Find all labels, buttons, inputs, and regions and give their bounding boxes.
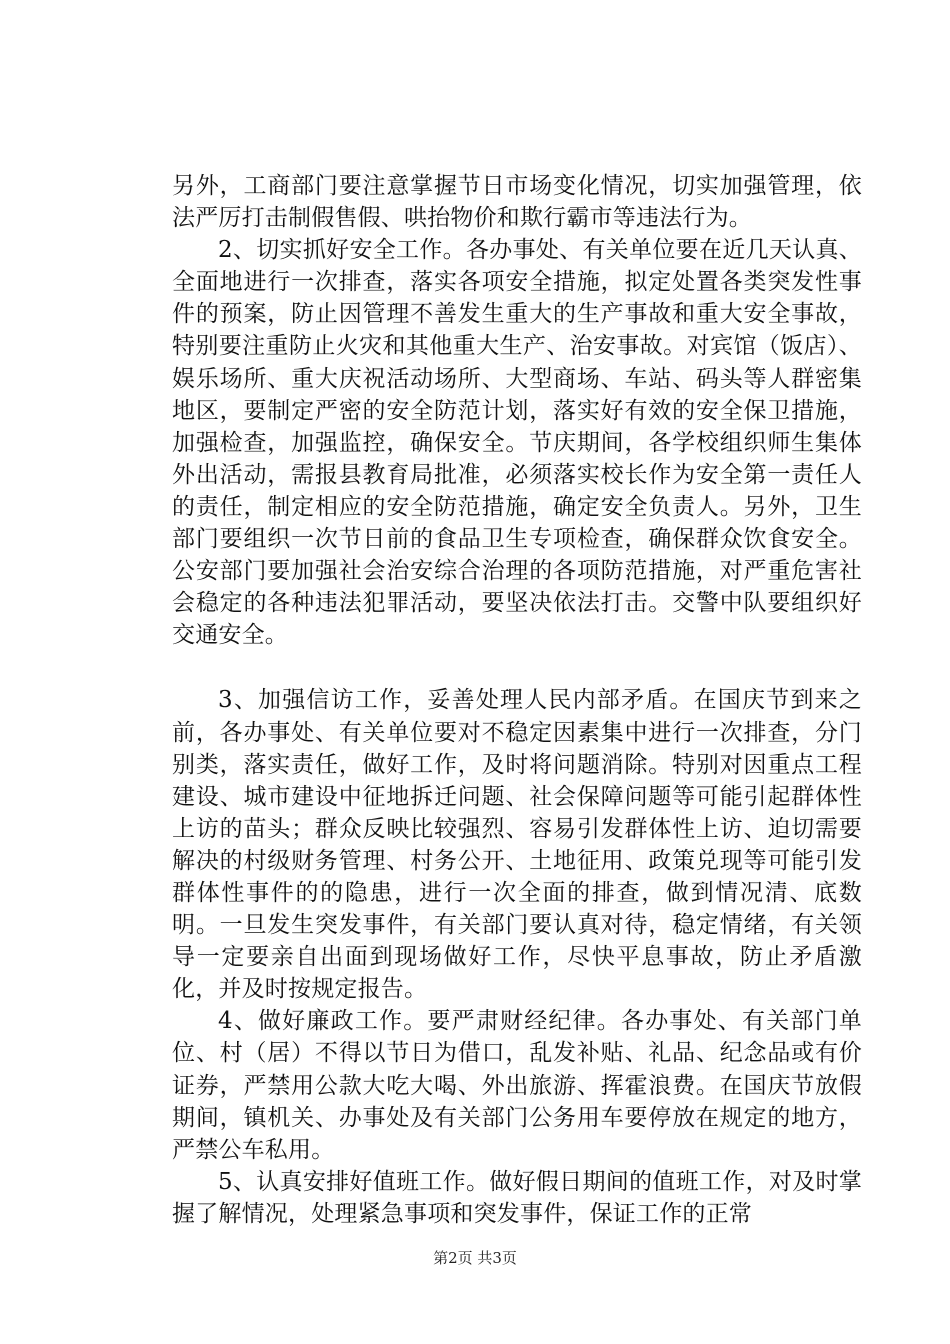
paragraph-market-supervision: 另外，工商部门要注意掌握节日市场变化情况，切实加强管理，依法严厉打击制假售假、哄抬物价和欺行霸市等违法行为。 bbox=[172, 173, 862, 232]
paragraph-integrity-work: 4、做好廉政工作。要严肃财经纪律。各办事处、有关部门单位、村（居）不得以节日为借口，乱发补贴、礼品、纪念品或有价证券，严禁用公款大吃大喝、外出旅游、挥霍浪费。在国庆节放假期间，镇机关、办事处及有关部门公务用车要停放在规定的地方，严禁公车私用。 bbox=[172, 1008, 862, 1163]
paragraph-petition-work: 3、加强信访工作，妥善处理人民内部矛盾。在国庆节到来之前，各办事处、有关单位要对不稳定因素集中进行一次排查，分门别类，落实责任，做好工作，及时将问题消除。特别对因重点工程建设、城市建设中征地拆迁问题、社会保障问题等可能引起群体性上访的苗头；群众反映比较强烈、容易引发群体性上访、迫切需要解决的村级财务管理、村务公开、土地征用、政策兑现等可能引发群体性事件的的隐患，进行一次全面的排查，做到情况清、底数明。一旦发生突发事件，有关部门要认真对待，稳定情绪，有关领导一定要亲自出面到现场做好工作，尽快平息事故，防止矛盾激化，并及时按规定报告。 bbox=[172, 687, 862, 1003]
page-number-footer: 第2页 共3页 bbox=[433, 1249, 517, 1267]
paragraph-duty-work: 5、认真安排好值班工作。做好假日期间的值班工作，对及时掌握了解情况，处理紧急事项和突发事件，保证工作的正常 bbox=[172, 1168, 862, 1227]
paragraph-safety-work: 2、切实抓好安全工作。各办事处、有关单位要在近几天认真、全面地进行一次排查，落实各项安全措施，拟定处置各类突发性事件的预案，防止因管理不善发生重大的生产事故和重大安全事故，特别要注重防止火灾和其他重大生产、治安事故。对宾馆（饭店）、娱乐场所、重大庆祝活动场所、大型商场、车站、码头等人群密集地区，要制定严密的安全防范计划，落实好有效的安全保卫措施，加强检查，加强监控，确保安全。节庆期间，各学校组织师生集体外出活动，需报县教育局批准，必须落实校长作为安全第一责任人的责任，制定相应的安全防范措施，确定安全负责人。另外，卫生部门要组织一次节日前的食品卫生专项检查，确保群众饮食安全。公安部门要加强社会治安综合治理的各项防范措施，对严重危害社会稳定的各种违法犯罪活动，要坚决依法打击。交警中队要组织好交通安全。 bbox=[172, 237, 862, 649]
document-body bbox=[172, 170, 862, 1230]
paragraph-gap bbox=[172, 651, 862, 684]
